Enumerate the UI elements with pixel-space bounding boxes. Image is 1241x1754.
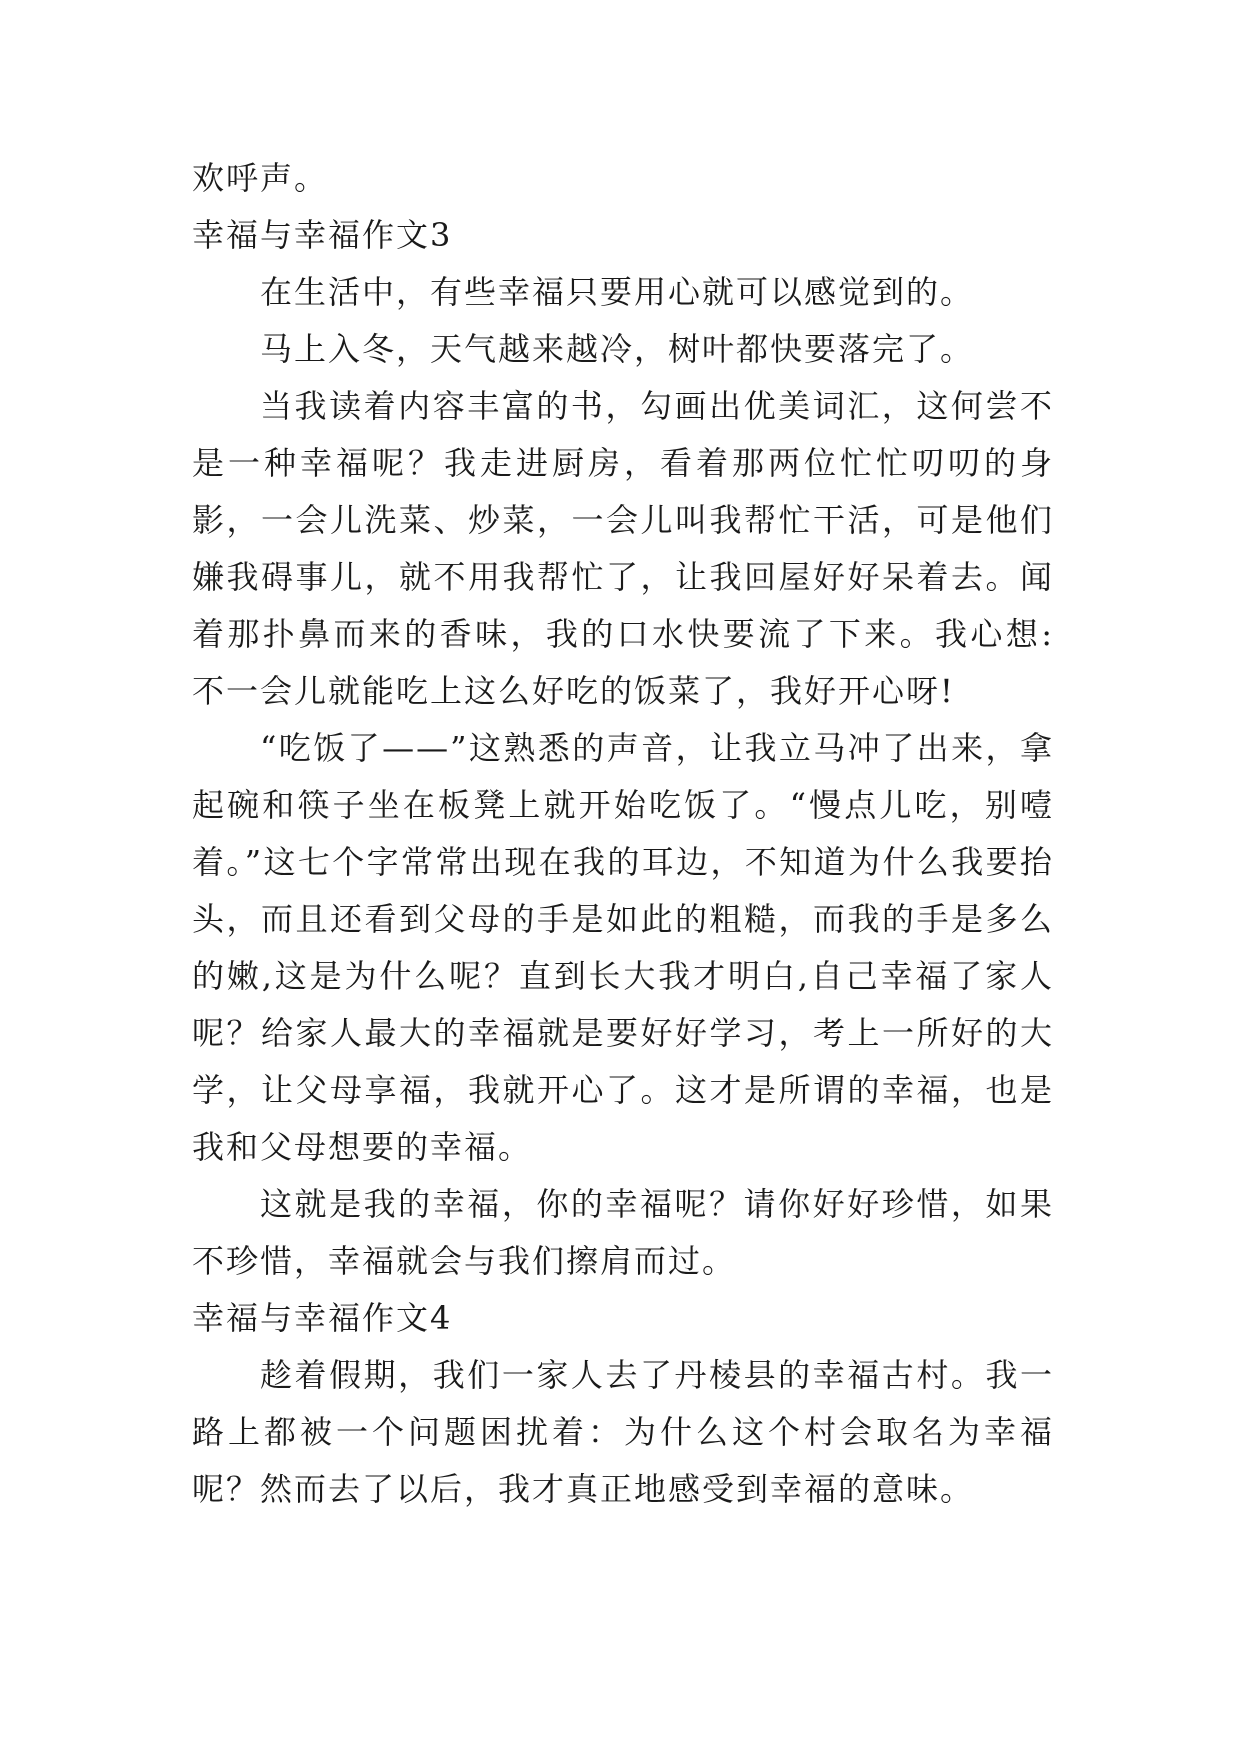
paragraph: 这就是我的幸福，你的幸福呢？请你好好珍惜，如果不珍惜，幸福就会与我们擦肩而过。 [192,1185,1054,1280]
essay-heading-4: 幸福与幸福作文4 [192,1299,453,1337]
paragraph: “吃饭了——”这熟悉的声音，让我立马冲了出来，拿起碗和筷子坐在板凳上就开始吃饭了。“慢点儿吃，别噎着。”这七个字常常出现在我的耳边，不知道为什么我要抬头，而且还看到父母的手是如此的粗糙，而我的手是多么的嫩,这是为什么呢？直到长大我才明白,自己幸福了家人呢？给家人最大的幸福就是要好好学习，考上一所好的大学，让父母享福，我就开心了。这才是所谓的幸福，也是我和父母想要的幸福。 [192,729,1054,1166]
paragraph: 在生活中，有些幸福只要用心就可以感觉到的。 [260,273,975,311]
essay-heading-3: 幸福与幸福作文3 [192,216,453,254]
paragraph: 马上入冬，天气越来越冷，树叶都快要落完了。 [260,330,975,368]
paragraph-continuation: 欢呼声。 [192,159,329,197]
paragraph: 趁着假期，我们一家人去了丹棱县的幸福古村。我一路上都被一个问题困扰着：为什么这个村会取名为幸福呢？然而去了以后，我才真正地感受到幸福的意味。 [192,1356,1054,1508]
article-body [192,150,1054,1518]
paragraph: 当我读着内容丰富的书，勾画出优美词汇，这何尝不是一种幸福呢？我走进厨房，看着那两位忙忙叨叨的身影，一会儿洗菜、炒菜，一会儿叫我帮忙干活，可是他们嫌我碍事儿，就不用我帮忙了，让我回屋好好呆着去。闻着那扑鼻而来的香味，我的口水快要流了下来。我心想:不一会儿就能吃上这么好吃的饭菜了，我好开心呀! [192,387,1054,710]
